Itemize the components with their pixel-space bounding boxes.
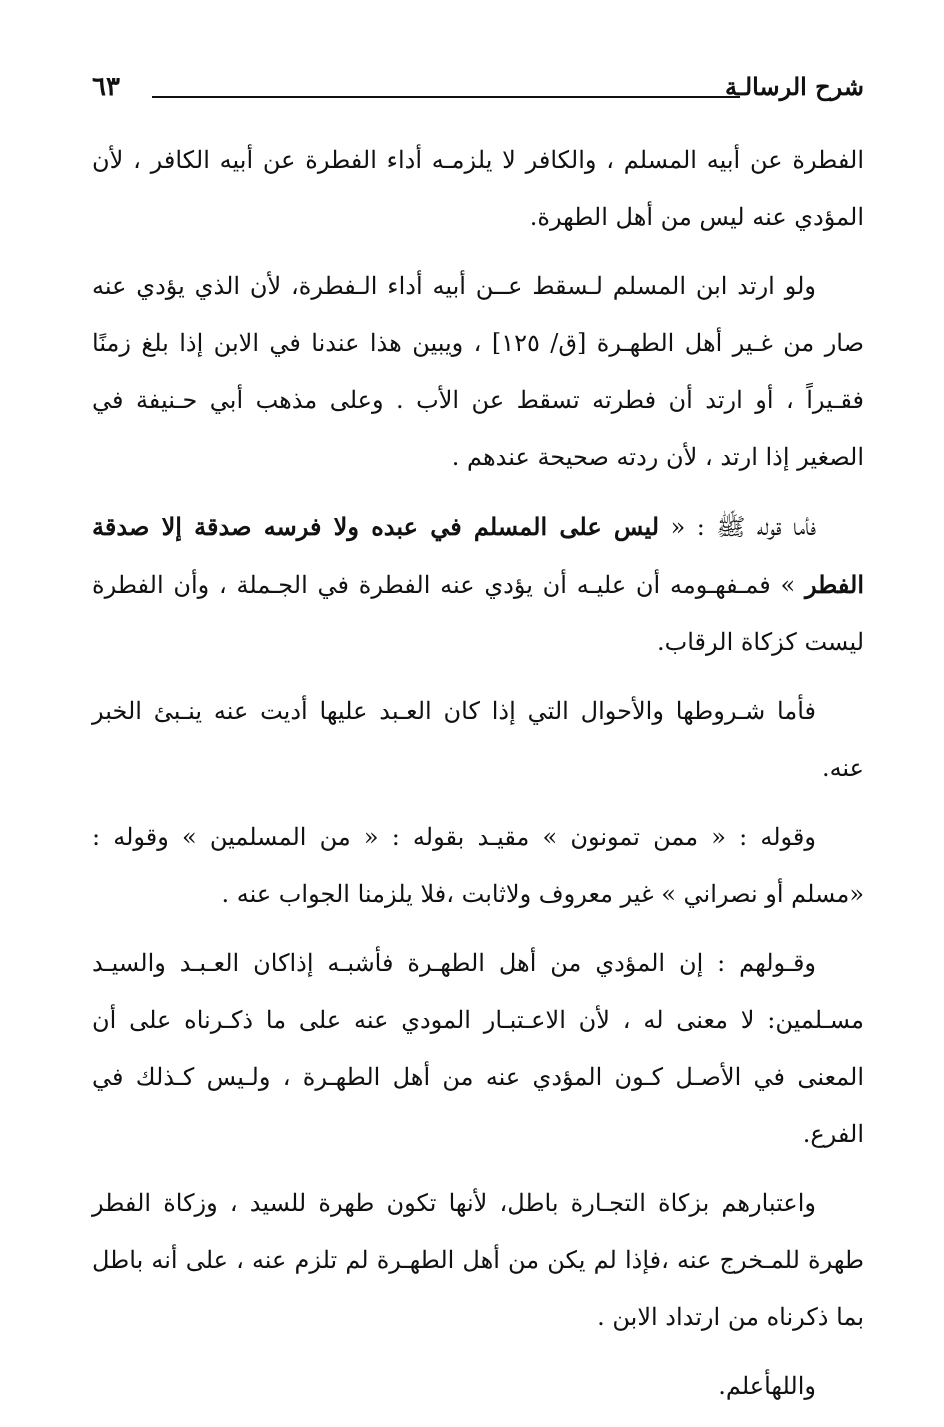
paragraph-3	[92, 498, 864, 671]
header-rule	[152, 96, 740, 98]
paragraph-7: واعتبارهم بزكاة التجـارة باطل، لأنها تكون طهرة للسيد ، وزكاة الفطر طهرة للمـخرج عنه ،فإذا لم يكن من أهل الطهـرة لم تلزم عنه ، على أنه باطل بما ذكرناه من ارتداد الابن .	[92, 1189, 864, 1331]
paragraph-3-rest: » فمـفهـومه أن عليـه أن يؤدي عنه الفطرة في الجـملة ، وأن الفطرة ليست كزكاة الرقاب.	[92, 571, 864, 656]
hadith-quote: ليس على المسلم في عبده ولا فرسه صدقة إلا صدقة الفطر	[92, 512, 864, 599]
running-header	[92, 72, 864, 112]
paragraph-1: الفطرة عن أبيه المسلم ، والكافر لا يلزمـه أداء الفطرة عن أبيه الكافر ، لأن المؤدي عنه ليس من أهل الطهرة.	[92, 146, 864, 231]
paragraph-5: وقوله : « ممن تمونون » مقيـد بقوله : « من المسلمين » وقوله : «مسلم أو نصراني » غير معروف ولاثابت ،فلا يلزمنا الجواب عنه .	[92, 823, 864, 908]
paragraph-6: وقـولهم : إن المؤدي من أهل الطهـرة فأشبـه إذاكان العـبـد والسيـد مسـلمين: لا معنى له ، لأن الاعـتبـار المودي عنه على ما ذكـرناه على أن المعنى في الأصـل كـون المؤدي عنه من أهل الطهـرة ، ولـيس كـذلك في الفرع.	[92, 949, 864, 1148]
running-title: شرح الرسالـة	[724, 72, 864, 101]
paragraph-2: ولو ارتد ابن المسلم لـسقط عــن أبيه أداء الـفطرة، لأن الذي يؤدي عنه صار من غـير أهل الطهـرة [ق/ ١٢٥] ، ويبين هذا عندنا في الابن إذا بلغ زمنًا فقـيراً ، أو ارتد أن فطرته تسقط عن الأب . وعلى مذهب أبي حـنيفة في الصغير إذا ارتد ، لأن ردته صحيحة عندهم .	[92, 272, 864, 471]
paragraph-3-intro: فأما قوله ﷺ : «	[659, 513, 816, 541]
paragraph-4: فأما شـروطها والأحوال التي إذا كان العـبد عليها أديت عنه ينـبئ الخبر عنه.	[92, 697, 864, 782]
page-number: ٦٣	[92, 72, 120, 102]
closing-phrase: واللهأعلم.	[718, 1372, 816, 1400]
body-text	[92, 132, 864, 1427]
